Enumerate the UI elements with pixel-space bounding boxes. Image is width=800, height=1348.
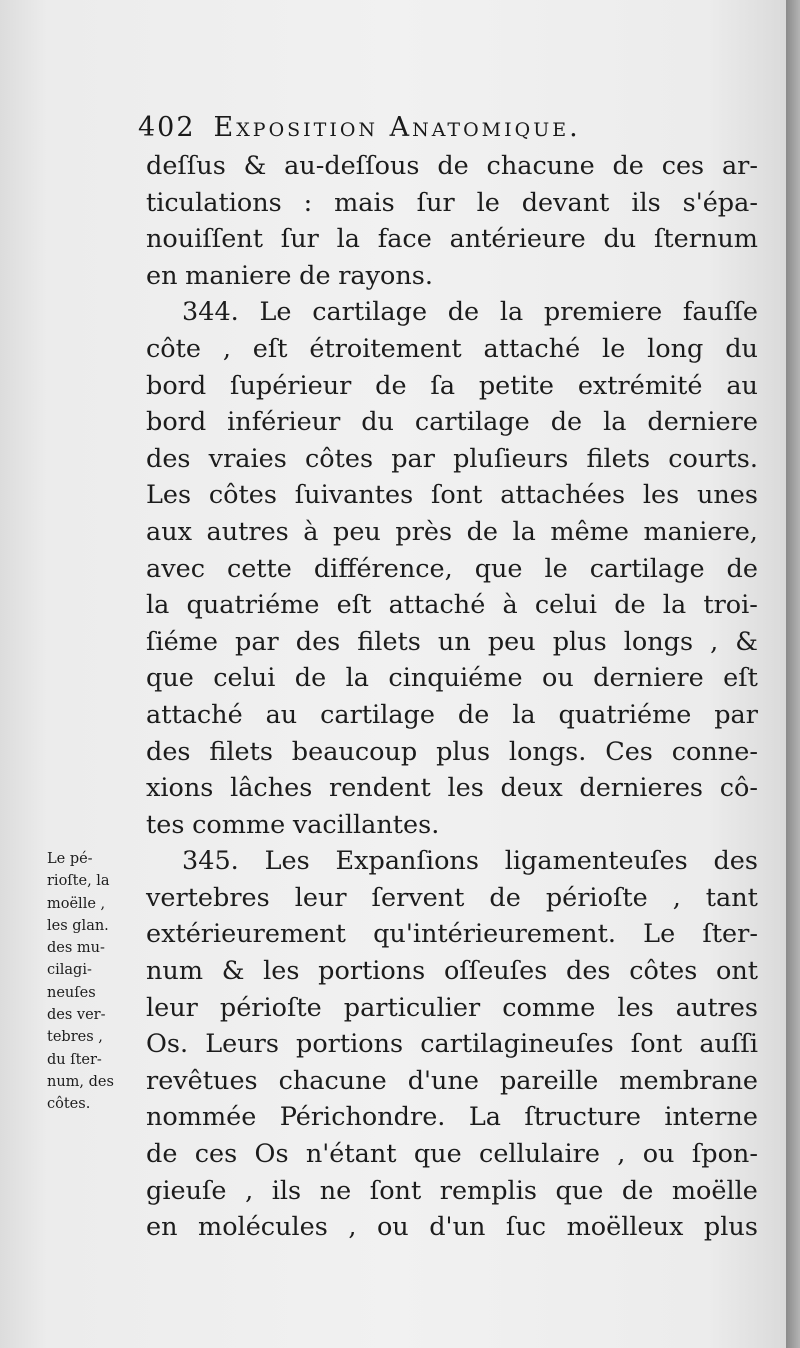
margin-note-line: cilagi-	[47, 962, 92, 979]
text-line: ſiéme par des filets un peu plus longs , &	[146, 626, 758, 657]
text-line: bord ſupérieur de ſa petite extrémité au	[146, 370, 758, 401]
text-line: gieuſe , ils ne ſont remplis que de moëlle	[146, 1175, 758, 1206]
text-line: des filets beaucoup plus longs. Ces conne-	[146, 736, 758, 767]
margin-note-line: moëlle ,	[47, 895, 106, 912]
text-line: de ces Os n'étant que cellulaire , ou ſpon-	[146, 1139, 758, 1170]
text-line: xions lâches rendent les deux dernieres cô-	[146, 773, 758, 804]
text-line: 344. Le cartilage de la premiere fauſſe	[182, 297, 758, 328]
page-edge	[786, 0, 800, 1348]
text-line: en maniere de rayons.	[146, 260, 433, 291]
text-line: vertebres leur ſervent de périoſte , tant	[146, 882, 758, 913]
text-line: tes comme vacillantes.	[146, 809, 440, 840]
text-line: nommée Périchondre. La ſtructure interne	[146, 1102, 758, 1133]
text-line: en molécules , ou d'un ſuc moëlleux plus	[146, 1212, 758, 1243]
text-line: aux autres à peu près de la même maniere,	[146, 516, 758, 547]
text-line: leur périoſte particulier comme les autres	[146, 992, 758, 1023]
text-line: num & les portions oſſeuſes des côtes ont	[146, 956, 758, 987]
margin-note-line: les glan.	[47, 917, 109, 934]
margin-note-line: côtes.	[47, 1096, 91, 1113]
text-line: avec cette différence, que le cartilage de	[146, 553, 758, 584]
text-line: Les côtes ſuivantes ſont attachées les unes	[146, 480, 758, 511]
text-line: des vraies côtes par pluſieurs filets courts.	[146, 443, 758, 474]
text-line: attaché au cartilage de la quatriéme par	[146, 699, 758, 730]
text-line: nouiſſent ſur la face antérieure du ſternum	[146, 224, 758, 255]
margin-note-line: des ver-	[47, 1007, 106, 1024]
margin-note-line: tebres ,	[47, 1029, 103, 1046]
text-line: que celui de la cinquiéme ou derniere eſt	[146, 663, 758, 694]
text-line: extérieurement qu'intérieurement. Le ſter-	[146, 919, 758, 950]
text-line: revêtues chacune d'une pareille membrane	[146, 1065, 758, 1096]
text-line: Os. Leurs portions cartilagineuſes ſont auſſi	[146, 1029, 758, 1060]
text-line: deſſus & au-deſſous de chacune de ces ar-	[146, 151, 758, 181]
margin-note-line: des mu-	[47, 940, 105, 957]
body-text	[146, 148, 758, 1246]
text-line: la quatriéme eſt attaché à celui de la troi-	[146, 590, 758, 621]
running-header	[138, 112, 758, 143]
margin-note	[47, 848, 143, 1116]
running-title: Exposition Anatomique.	[213, 112, 581, 143]
text-line: côte , eſt étroitement attaché le long du	[146, 333, 758, 364]
text-line: bord inférieur du cartilage de la derniere	[146, 407, 758, 438]
margin-note-line: Le pé-	[47, 851, 93, 867]
margin-note-line: num, des	[47, 1073, 114, 1090]
margin-note-line: neuſes	[47, 984, 96, 1001]
margin-note-line: du ſter-	[47, 1051, 102, 1068]
page-number: 402	[138, 112, 196, 143]
text-line: 345. Les Expanſions ligamenteuſes des	[182, 846, 758, 877]
margin-note-line: rioſte, la	[47, 873, 110, 890]
text-line: ticulations : mais ſur le devant ils s'épa-	[146, 187, 758, 218]
